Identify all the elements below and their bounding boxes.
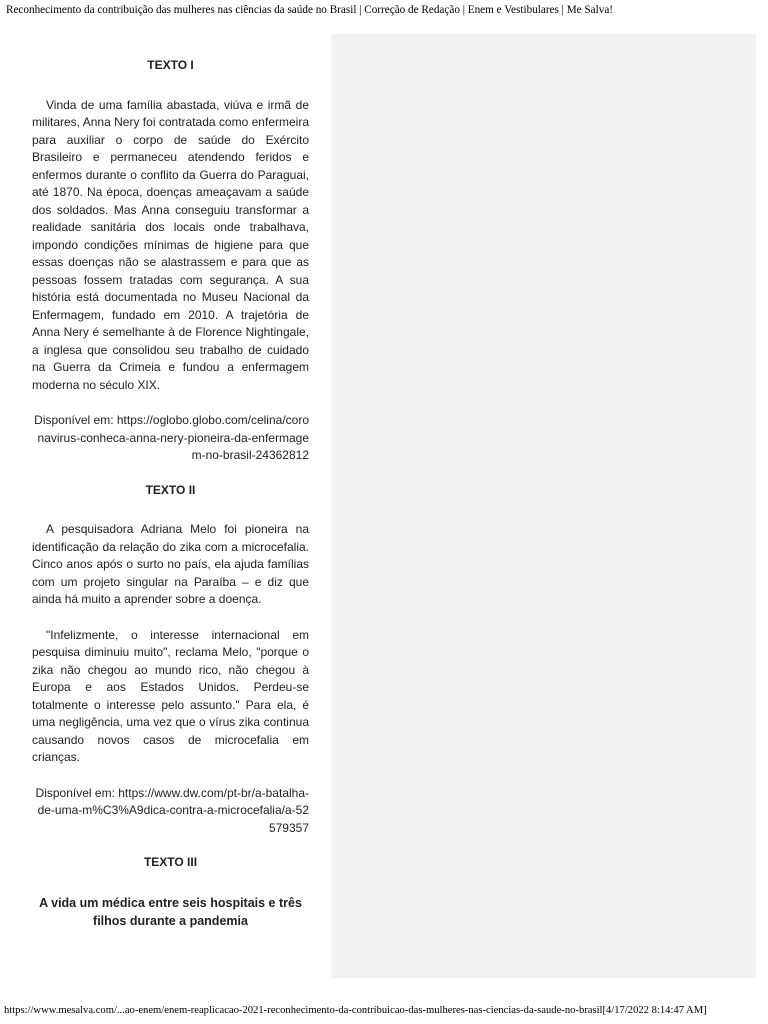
- text-1-paragraph: Vinda de uma família abastada, viúva e irmã de militares, Anna Nery foi contratada como enfermeira para auxiliar o corpo de saúde do Exército Brasileiro e permaneceu atendendo feridos e enfermos durante o conflito da Guerra do Paraguai, até 1870. Na época, doenças ameaçavam a saúde dos soldados. Mas Anna conseguiu transformar a realidade sanitária dos locais onde trabalhava, impondo condições mínimas de higiene para que essas doenças não se alastrassem e para que as pessoas fossem tratadas com segurança. A sua história está documentada no Museu Nacional da Enfermagem, fundado em 2010. A trajetória de Anna Nery é semelhante à de Florence Nightingale, a inglesa que consolidou seu trabalho de cuidado na Guerra da Crimeia e fundou a enfermagem moderna no século XIX.: [32, 97, 309, 392]
- page-footer-url: https://www.mesalva.com/...ao-enem/enem-reaplicacao-2021-reconhecimento-da-contribuicao-das-mulheres-nas-ciencias-da-saude-no-brasil[4/17/2022 8:14:47 AM]: [4, 1005, 707, 1016]
- text-2-source-label: Disponível em:: [35, 785, 115, 800]
- page-header-title: Reconhecimento da contribuição das mulheres nas ciências da saúde no Brasil | Correção de Redação | Enem e Vestibulares | Me Salva!: [6, 4, 614, 16]
- text-1-source-label: Disponível em:: [34, 413, 114, 427]
- text-3-heading: TEXTO III: [143, 855, 198, 869]
- text-2-source: [32, 785, 309, 838]
- text-2-source-url[interactable]: https://www.dw.com/pt-br/a-batalha-de-uma-m%C3%A9dica-contra-a-microcefalia/a-52579357: [37, 785, 309, 835]
- text-1-heading: TEXTO I: [147, 58, 194, 72]
- text-2-paragraph-2: "Infelizmente, o interesse internacional em pesquisa diminuiu muito", reclama Melo, "porque o zika não chegou ao mundo rico, não chegou à Europa e aos Estados Unidos. Perdeu-se totalmente o interesse pelo assunto." Para ela, é uma negligência, uma vez que o vírus zika continua causando novos casos de microcefalia em crianças.: [32, 627, 309, 764]
- side-panel-placeholder: [331, 34, 756, 978]
- article-column: [32, 40, 309, 930]
- text-1-source-url[interactable]: https://oglobo.globo.com/celina/coronavirus-conheca-anna-nery-pioneira-da-enfermagem-no-brasil-24362812: [37, 413, 309, 462]
- text-3-subtitle: A vida um médica entre seis hospitais e três filhos durante a pandemia: [39, 895, 302, 928]
- text-2-paragraph-1: A pesquisadora Adriana Melo foi pioneira na identificação da relação do zika com a microcefalia. Cinco anos após o surto no país, ela ajuda famílias com um projeto singular na Paraíba – e diz que ainda há muito a aprender sobre a doença.: [32, 522, 309, 606]
- text-1-source: [32, 412, 309, 465]
- text-2-heading: TEXTO II: [145, 482, 196, 497]
